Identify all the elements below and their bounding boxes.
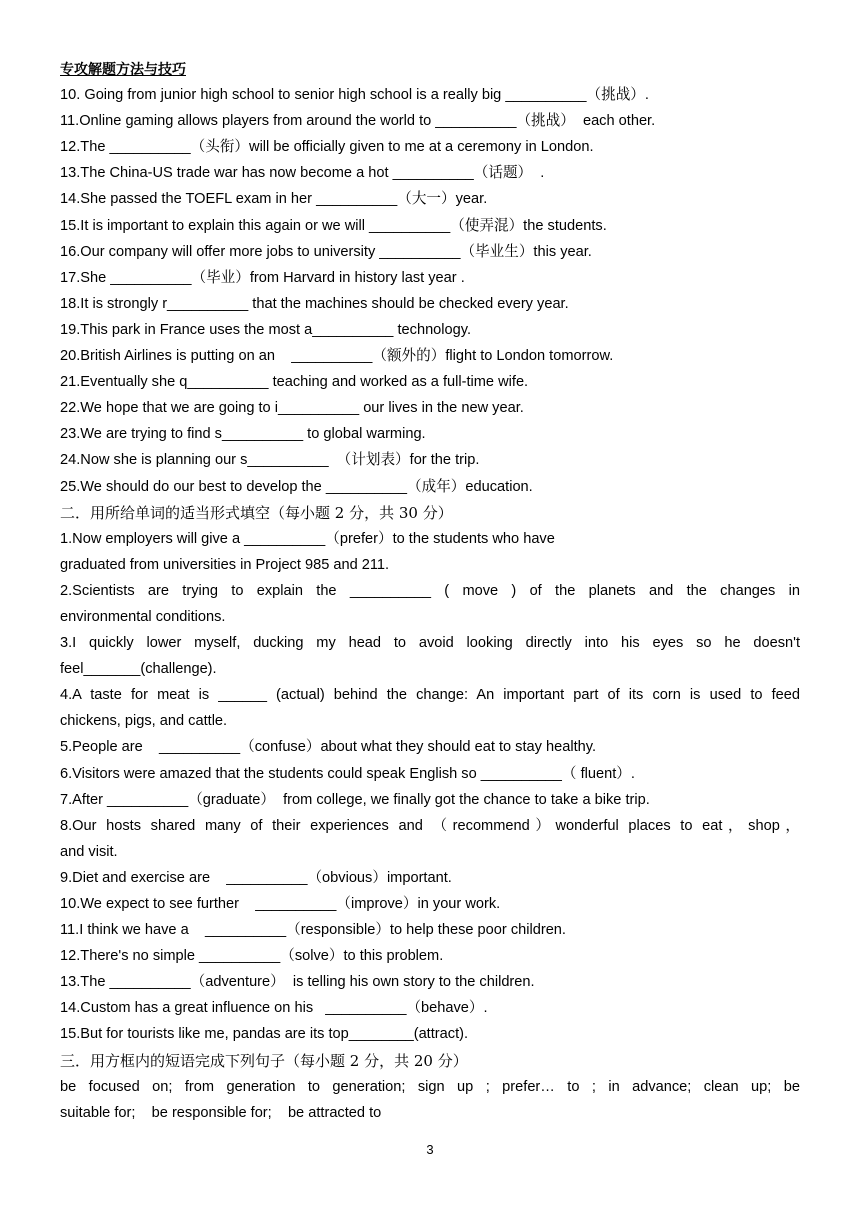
- exercise-line: 14.She passed the TOEFL exam in her __________（大一）year.: [60, 191, 488, 208]
- exercise-line: feel_______(challenge).: [60, 661, 217, 678]
- exercise-line: 3.I quickly lower myself, ducking my head to avoid looking directly into his eyes so he doesn't: [60, 635, 800, 652]
- exercise-line: 4.A taste for meat is ______ (actual) behind the change: An important part of its corn is used to feed: [60, 687, 800, 704]
- exercise-line: 14.Custom has a great influence on his __________（behave）.: [60, 1000, 488, 1017]
- exercise-line: 13.The China-US trade war has now become a hot __________（话题） .: [60, 165, 545, 182]
- section-heading: 三．用方框内的短语完成下列句子（每小题 2 分，共 20 分）: [60, 1051, 468, 1070]
- exercise-line: 15.But for tourists like me, pandas are its top________(attract).: [60, 1026, 469, 1043]
- page-header: 专攻解题方法与技巧: [60, 61, 186, 77]
- exercise-line: 23.We are trying to find s__________ to global warming.: [60, 426, 426, 443]
- exercise-line: 25.We should do our best to develop the __________（成年）education.: [60, 478, 533, 495]
- exercise-line: 10.We expect to see further __________（improve）in your work.: [60, 896, 501, 912]
- exercise-line: 2.Scientists are trying to explain the __________ ( move ) of the planets and the changes in: [60, 582, 800, 599]
- exercise-line: and visit.: [60, 843, 118, 860]
- exercise-line: 24.Now she is planning our s__________ （计划表）for the trip.: [60, 452, 480, 469]
- exercise-line: 12.The __________（头衔）will be officially given to me at a ceremony in London.: [60, 139, 594, 156]
- exercise-line: 17.She __________（毕业）from Harvard in history last year .: [60, 269, 465, 286]
- exercise-lines: [60, 82, 800, 1126]
- section-heading: 二．用所给单词的适当形式填空（每小题 2 分，共 30 分）: [60, 503, 453, 522]
- exercise-line: 5.People are __________（confuse）about what they should eat to stay healthy.: [60, 739, 597, 756]
- exercise-line: 12.There's no simple __________（solve）to this problem.: [60, 948, 444, 965]
- exercise-line: 16.Our company will offer more jobs to university __________（毕业生）this year.: [60, 243, 592, 260]
- exercise-line: graduated from universities in Project 985 and 211.: [60, 556, 390, 573]
- exercise-line: 13.The __________（adventure） is telling his own story to the children.: [60, 974, 535, 991]
- exercise-line: 8.Our hosts shared many of their experiences and （recommend）wonderful places to eat，shop，: [60, 817, 800, 834]
- exercise-line: 9.Diet and exercise are __________（obvious）important.: [60, 869, 452, 886]
- exercise-line: 6.Visitors were amazed that the students could speak English so __________（ fluent）.: [60, 765, 635, 782]
- exercise-line: 18.It is strongly r__________ that the machines should be checked every year.: [60, 295, 569, 312]
- exercise-line: 1.Now employers will give a __________（prefer）to the students who have: [60, 530, 555, 547]
- document-page: [60, 56, 800, 1126]
- exercise-line: 11.I think we have a __________（responsible）to help these poor children.: [60, 922, 566, 939]
- exercise-line: chickens, pigs, and cattle.: [60, 713, 228, 730]
- exercise-line: 19.This park in France uses the most a__________ technology.: [60, 321, 472, 338]
- exercise-line: environmental conditions.: [60, 608, 226, 625]
- page-number: 3: [426, 1142, 434, 1157]
- exercise-line: 22.We hope that we are going to i__________ our lives in the new year.: [60, 400, 524, 417]
- exercise-line: 10. Going from junior high school to senior high school is a really big __________（挑战）.: [60, 87, 649, 104]
- exercise-line: 21.Eventually she q__________ teaching and worked as a full-time wife.: [60, 374, 529, 391]
- exercise-line: be focused on; from generation to generation; sign up ; prefer… to ; in advance; clean up; be: [60, 1078, 800, 1095]
- exercise-line: 11.Online gaming allows players from around the world to __________（挑战） each other.: [60, 113, 656, 130]
- exercise-line: 20.British Airlines is putting on an __________（额外的）flight to London tomorrow.: [60, 348, 614, 365]
- exercise-line: suitable for; be responsible for; be attracted to: [60, 1104, 382, 1121]
- exercise-line: 15.It is important to explain this again or we will __________（使弄混）the students.: [60, 217, 607, 234]
- exercise-line: 7.After __________（graduate） from college, we finally got the chance to take a bike trip.: [60, 791, 650, 808]
